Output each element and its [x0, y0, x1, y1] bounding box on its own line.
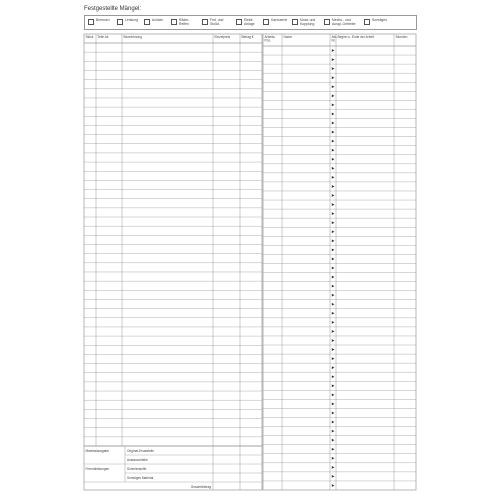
parts-header-1: Teile-Nr.	[97, 35, 110, 39]
defect-label: Sonstiges	[372, 18, 387, 22]
work-header-2: Nr.	[331, 38, 336, 43]
triangle-right-icon	[332, 149, 335, 152]
work-header-0: Arbeits-	[264, 35, 276, 39]
fremdleistungen-label: Fremdleistungen	[85, 467, 110, 471]
triangle-right-icon	[332, 140, 335, 143]
triangle-right-icon	[332, 167, 335, 170]
triangle-right-icon	[332, 85, 335, 88]
triangle-right-icon	[332, 158, 335, 161]
work-header-4: Stunden	[395, 35, 408, 39]
triangle-right-icon	[332, 357, 335, 360]
total-label: Gesamtbetrag	[190, 485, 211, 489]
defect-label: Bremsen	[96, 18, 110, 22]
triangle-right-icon	[332, 330, 335, 333]
triangle-right-icon	[332, 412, 335, 415]
triangle-right-icon	[332, 221, 335, 224]
triangle-right-icon	[332, 366, 335, 369]
triangle-right-icon	[332, 58, 335, 61]
triangle-right-icon	[332, 131, 335, 134]
summary-row-label: Schmierstoffe	[127, 467, 147, 471]
triangle-right-icon	[332, 258, 335, 261]
triangle-right-icon	[332, 475, 335, 478]
triangle-right-icon	[332, 403, 335, 406]
triangle-right-icon	[332, 339, 335, 342]
triangle-right-icon	[332, 457, 335, 460]
triangle-right-icon	[332, 375, 335, 378]
work-table	[263, 34, 416, 490]
triangle-right-icon	[332, 212, 335, 215]
defect-label: Motor und Kupplung	[300, 18, 316, 26]
parts-table	[84, 34, 262, 446]
work-header-2: Akt-	[331, 35, 338, 39]
triangle-right-icon	[332, 439, 335, 442]
triangle-right-icon	[332, 285, 335, 288]
triangle-right-icon	[332, 67, 335, 70]
summary-row-label: Austauschteile	[127, 458, 148, 462]
defect-label: Elektr. Anlage	[244, 18, 255, 26]
parts-header-4: Betrag €	[241, 35, 254, 39]
parts-header-3: Einzelpreis	[214, 35, 231, 39]
summary-row-label: Original-Ersatzteile	[127, 449, 154, 453]
triangle-right-icon	[332, 122, 335, 125]
triangle-right-icon	[332, 303, 335, 306]
triangle-right-icon	[332, 276, 335, 279]
triangle-right-icon	[332, 393, 335, 396]
triangle-right-icon	[332, 448, 335, 451]
summary-row-label: Sonstiges Material	[127, 476, 154, 480]
triangle-right-icon	[332, 421, 335, 424]
triangle-right-icon	[332, 466, 335, 469]
triangle-right-icon	[332, 76, 335, 79]
triangle-right-icon	[332, 194, 335, 197]
page-title: Festgestellte Mängel:	[84, 6, 142, 12]
defect-label: Räder- Reifen	[179, 18, 190, 26]
summary-block	[84, 446, 262, 490]
triangle-right-icon	[332, 176, 335, 179]
work-header-0: Pos.	[264, 38, 271, 43]
triangle-right-icon	[332, 94, 335, 97]
triangle-right-icon	[332, 248, 335, 251]
work-header-1: Name	[283, 35, 293, 39]
triangle-right-icon	[332, 312, 335, 315]
defect-label: Karosserie	[271, 18, 288, 22]
work-header-3: Beginn u. Ende der Arbeit	[337, 35, 374, 39]
defect-label: Lenkung	[125, 18, 139, 22]
parts-header-0: Stück	[85, 35, 94, 39]
triangle-right-icon	[332, 348, 335, 351]
defect-label: Mechs.- und Ausgl.-Getriebe	[332, 18, 356, 26]
triangle-right-icon	[332, 430, 335, 433]
triangle-right-icon	[332, 321, 335, 324]
defect-label: Fed. und Stoßd.	[210, 18, 224, 26]
triangle-right-icon	[332, 384, 335, 387]
triangle-right-icon	[332, 203, 335, 206]
triangle-right-icon	[332, 484, 335, 487]
triangle-right-icon	[332, 239, 335, 242]
triangle-right-icon	[332, 103, 335, 106]
parts-header-2: Bezeichnung	[123, 35, 142, 39]
triangle-right-icon	[332, 267, 335, 270]
triangle-right-icon	[332, 230, 335, 233]
triangle-right-icon	[332, 113, 335, 116]
triangle-right-icon	[332, 49, 335, 52]
triangle-right-icon	[332, 185, 335, 188]
triangle-right-icon	[332, 294, 335, 297]
defect-label: Achsen	[152, 18, 164, 22]
materialausgabe-label: Materialausgabe	[85, 449, 110, 453]
